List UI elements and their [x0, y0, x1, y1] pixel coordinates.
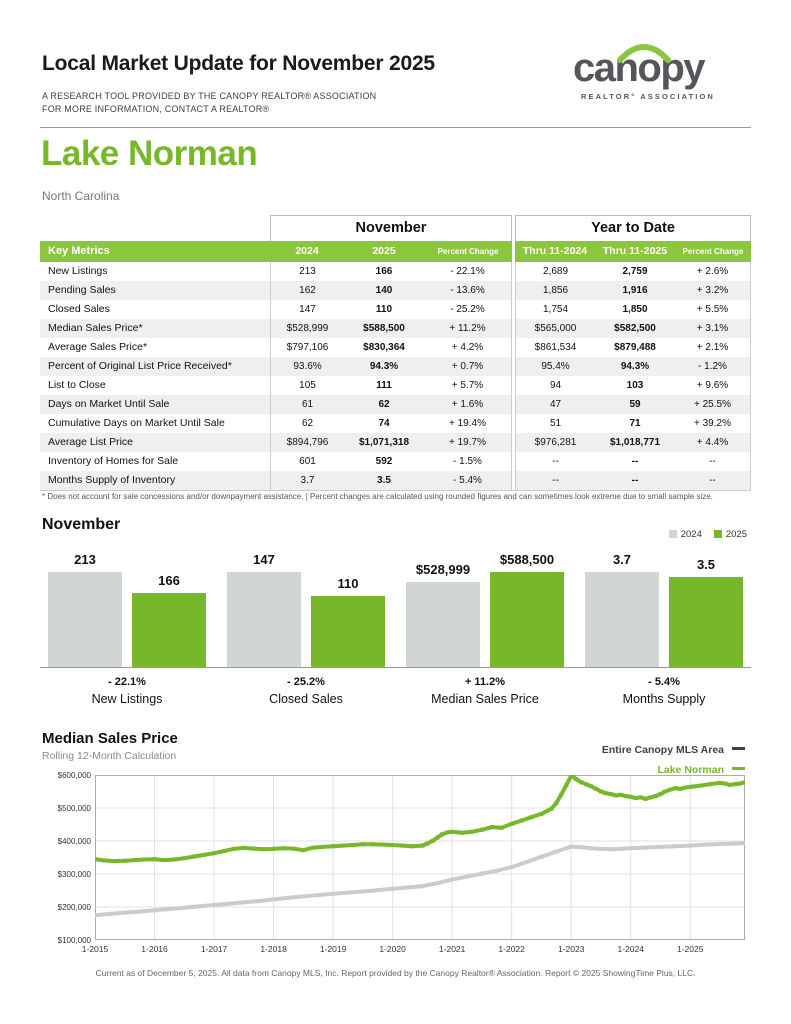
line-chart-plot	[95, 775, 745, 940]
page-subtitle	[42, 90, 376, 116]
metric-value: 162	[270, 281, 344, 300]
bar-value-label: $528,999	[415, 562, 471, 577]
x-tick-label: 1-2023	[557, 944, 585, 954]
metric-value: $1,018,771	[595, 433, 675, 452]
legend-entire-canopy-dash	[732, 747, 745, 750]
metric-name: New Listings	[48, 265, 108, 277]
y-tick-label: $400,000	[57, 837, 91, 846]
bar-group-label	[404, 676, 566, 706]
area-state: North Carolina	[42, 189, 120, 203]
metric-value: 1,856	[515, 281, 595, 300]
metric-value: --	[631, 456, 639, 467]
metric-value: 105	[270, 376, 344, 395]
metric-value: 3.5	[344, 471, 424, 490]
metric-value: --	[675, 471, 751, 490]
table-row	[40, 433, 751, 452]
bar-value-label: 147	[253, 552, 275, 567]
metric-name: Median Sales Price*	[40, 319, 270, 338]
metric-name: Inventory of Homes for Sale	[48, 455, 179, 467]
table-row	[40, 357, 751, 376]
metric-value: 94.3%	[344, 357, 424, 376]
metric-value: 62	[344, 395, 424, 414]
bar-column	[132, 573, 206, 667]
bar-chart-plot	[40, 548, 751, 668]
legend-lake-norman-dash	[732, 767, 745, 770]
x-tick-label: 1-2017	[200, 944, 228, 954]
metric-value: 110	[375, 304, 393, 315]
metric-value: + 11.2%	[424, 319, 512, 338]
bar-column	[311, 576, 385, 667]
table-row	[40, 414, 751, 433]
canopy-arc-icon	[573, 40, 743, 64]
metric-value: 592	[375, 456, 393, 467]
metric-value: + 5.5%	[675, 300, 751, 319]
metric-value: 59	[595, 395, 675, 414]
table-footnote: * Does not account for sale concessions and/or downpayment assistance. | Percent changes are calculated using rounded figures and can sometimes look extreme due to small sample size.	[42, 492, 713, 501]
metric-value: $976,281	[515, 433, 595, 452]
report-footer: Current as of December 5, 2025. All data from Canopy MLS, Inc. Report provided by the Canopy Realtor® Association. Report © 2025 ShowingTime Plus, LLC.	[95, 968, 696, 978]
bar-column	[585, 552, 659, 667]
metric-value: 71	[629, 418, 641, 429]
bar-value-label: 3.7	[612, 552, 632, 567]
col-percent-change-ytd: Percent Change	[675, 241, 751, 262]
metric-value: 2,689	[515, 262, 595, 281]
metric-name: Pending Sales	[40, 281, 270, 300]
metric-value: $565,000	[515, 319, 595, 338]
y-tick-label: $200,000	[57, 903, 91, 912]
legend-2025: 2025	[714, 529, 747, 540]
metric-value: + 9.6%	[675, 376, 751, 395]
bar-column	[227, 552, 301, 667]
bar-category: Closed Sales	[269, 692, 343, 706]
y-tick-label: $600,000	[57, 771, 91, 780]
x-tick-label: 1-2022	[498, 944, 525, 954]
bar-group	[583, 552, 745, 667]
metric-value: + 4.4%	[675, 433, 751, 452]
bar-2024	[227, 572, 301, 667]
metric-value: 94	[515, 376, 595, 395]
bar-value-label: 213	[74, 552, 96, 567]
metric-value: $588,500	[344, 319, 424, 338]
table-row	[40, 300, 751, 319]
metric-value: $1,071,318	[344, 433, 424, 452]
metric-name: Months Supply of Inventory	[40, 471, 270, 490]
metric-name: Days on Market Until Sale	[40, 395, 270, 414]
metric-value: 94.3%	[595, 357, 675, 376]
bar-value-label: 110	[337, 576, 359, 591]
bar-2025	[132, 593, 206, 667]
bar-2025	[669, 577, 743, 667]
table-group-header-row	[40, 215, 751, 241]
bar-category: New Listings	[91, 692, 163, 706]
metric-value: - 25.2%	[424, 300, 512, 319]
bar-chart-legend	[669, 529, 747, 540]
metric-value: 140	[344, 281, 424, 300]
metric-value: + 39.2%	[675, 414, 751, 433]
metric-value: + 19.7%	[424, 433, 512, 452]
metric-value: 147	[270, 300, 344, 319]
table-row	[40, 471, 751, 490]
bar-percent-change: - 22.1%	[108, 676, 146, 688]
metric-value: 1,850	[622, 304, 648, 315]
legend-2025-swatch	[714, 530, 722, 538]
metric-value: + 2.1%	[675, 338, 751, 357]
legend-lake-norman: Lake Norman	[602, 760, 745, 780]
metric-value: $582,500	[595, 319, 675, 338]
metric-value: $830,364	[363, 342, 405, 353]
table-header-row	[40, 241, 751, 262]
x-tick-label: 1-2015	[81, 944, 109, 954]
metric-value: 95.4%	[515, 357, 595, 376]
metric-value: - 1.5%	[424, 452, 512, 471]
bar-group	[225, 552, 387, 667]
metric-value: 213	[270, 262, 344, 281]
y-tick-label: $300,000	[57, 870, 91, 879]
metric-value: $861,534	[515, 338, 595, 357]
table-row	[40, 281, 751, 300]
metric-value: 103	[626, 380, 644, 391]
metric-name: Cumulative Days on Market Until Sale	[48, 417, 225, 429]
bar-group-label	[46, 676, 208, 706]
metric-value: - 5.4%	[424, 471, 512, 490]
metric-value: 111	[376, 380, 392, 391]
bar-category: Median Sales Price	[431, 692, 539, 706]
metric-value: 2,759	[622, 266, 648, 277]
x-tick-label: 1-2016	[141, 944, 168, 954]
table-row	[40, 319, 751, 338]
bar-percent-change: - 25.2%	[287, 676, 325, 688]
metric-value: 47	[515, 395, 595, 414]
metric-value: $797,106	[270, 338, 344, 357]
table-row	[40, 262, 751, 281]
bar-percent-change: + 11.2%	[464, 676, 506, 688]
metric-value: 166	[375, 266, 393, 277]
col-thru-2024: Thru 11-2024	[515, 241, 595, 262]
metric-value: $528,999	[270, 319, 344, 338]
metric-value: 61	[270, 395, 344, 414]
metric-value: $894,796	[270, 433, 344, 452]
table-row	[40, 452, 751, 471]
x-tick-label: 1-2025	[677, 944, 704, 954]
metric-value: --	[515, 471, 595, 490]
bar-category: Months Supply	[622, 692, 706, 706]
line-chart-svg	[95, 775, 745, 940]
subtitle-line-2: FOR MORE INFORMATION, CONTACT A REALTOR®	[42, 104, 270, 114]
table-row	[40, 376, 751, 395]
metric-value: 3.7	[270, 471, 344, 490]
metric-value: - 13.6%	[424, 281, 512, 300]
metric-value: - 1.2%	[675, 357, 751, 376]
metric-name: List to Close	[48, 379, 106, 391]
x-tick-label: 1-2020	[379, 944, 406, 954]
x-tick-label: 1-2024	[617, 944, 644, 954]
series-line-entire-canopy-mls-area	[95, 843, 745, 915]
area-name: Lake Norman	[41, 134, 258, 173]
metric-value: + 3.2%	[675, 281, 751, 300]
bar-2024	[585, 572, 659, 667]
bar-value-label: 166	[158, 573, 180, 588]
metric-value: + 2.6%	[675, 262, 751, 281]
key-metrics-label: Key Metrics	[40, 241, 270, 262]
col-2025: 2025	[344, 241, 424, 262]
canopy-logo-subtext: REALTOR° ASSOCIATION	[581, 92, 715, 101]
header-divider	[40, 127, 751, 128]
metric-value: 93.6%	[270, 357, 344, 376]
legend-entire-canopy: Entire Canopy MLS Area	[602, 740, 745, 760]
canopy-logo-wordmark: canopy	[573, 46, 705, 90]
metric-value: + 4.2%	[424, 338, 512, 357]
bar-2025	[311, 596, 385, 667]
bar-2024	[48, 572, 122, 667]
bar-chart	[40, 548, 751, 706]
bar-2024	[406, 582, 480, 667]
bar-column	[669, 557, 743, 667]
key-metrics-table	[40, 215, 751, 491]
col-percent-change: Percent Change	[424, 241, 512, 262]
page-title: Local Market Update for November 2025	[42, 52, 435, 75]
bar-chart-labels	[40, 676, 751, 706]
legend-2024: 2024	[669, 529, 702, 540]
line-chart-legend	[602, 740, 745, 780]
metric-value: + 3.1%	[675, 319, 751, 338]
col-2024: 2024	[270, 241, 344, 262]
metric-name: Closed Sales	[48, 303, 110, 315]
bar-value-label: $588,500	[499, 552, 555, 567]
line-chart-subtitle: Rolling 12-Month Calculation	[42, 750, 177, 762]
bar-column	[48, 552, 122, 667]
table-row	[40, 338, 751, 357]
group-header-november: November	[270, 215, 512, 241]
x-tick-label: 1-2019	[319, 944, 347, 954]
bar-percent-change: - 5.4%	[648, 676, 680, 688]
metric-value: + 5.7%	[424, 376, 512, 395]
bar-2025	[490, 572, 564, 667]
bar-value-label: 3.5	[696, 557, 716, 572]
metric-value: - 22.1%	[424, 262, 512, 281]
metric-value: + 0.7%	[424, 357, 512, 376]
bar-group-label	[583, 676, 745, 706]
subtitle-line-1: A RESEARCH TOOL PROVIDED BY THE CANOPY REALTOR® ASSOCIATION	[42, 91, 377, 101]
y-tick-label: $100,000	[57, 936, 91, 945]
bar-column	[406, 562, 480, 667]
y-tick-label: $500,000	[57, 804, 91, 813]
metric-value: 74	[378, 418, 390, 429]
metric-value: 51	[515, 414, 595, 433]
metric-value: + 25.5%	[675, 395, 751, 414]
metric-value: --	[595, 471, 675, 490]
metric-name: Average Sales Price*	[48, 341, 148, 353]
col-thru-2025: Thru 11-2025	[595, 241, 675, 262]
bar-group-label	[225, 676, 387, 706]
bar-column	[490, 552, 564, 667]
metric-value: 601	[270, 452, 344, 471]
metric-value: 1,916	[595, 281, 675, 300]
line-chart-title: Median Sales Price	[42, 730, 178, 747]
group-header-ytd: Year to Date	[515, 215, 751, 241]
metric-value: + 19.4%	[424, 414, 512, 433]
x-tick-label: 1-2018	[260, 944, 287, 954]
metric-value: --	[675, 452, 751, 471]
table-row	[40, 395, 751, 414]
legend-2024-swatch	[669, 530, 677, 538]
metric-name: Percent of Original List Price Received*	[40, 357, 270, 376]
metric-value: + 1.6%	[424, 395, 512, 414]
metric-value: --	[515, 452, 595, 471]
metric-name: Average List Price	[40, 433, 270, 452]
table-body	[40, 262, 751, 491]
bar-group	[46, 552, 208, 667]
canopy-logo	[573, 40, 743, 112]
x-tick-label: 1-2021	[438, 944, 466, 954]
bar-chart-title: November	[42, 516, 121, 533]
metric-value: $879,488	[614, 342, 656, 353]
metric-value: 1,754	[515, 300, 595, 319]
bar-group	[404, 552, 566, 667]
metric-value: 62	[270, 414, 344, 433]
